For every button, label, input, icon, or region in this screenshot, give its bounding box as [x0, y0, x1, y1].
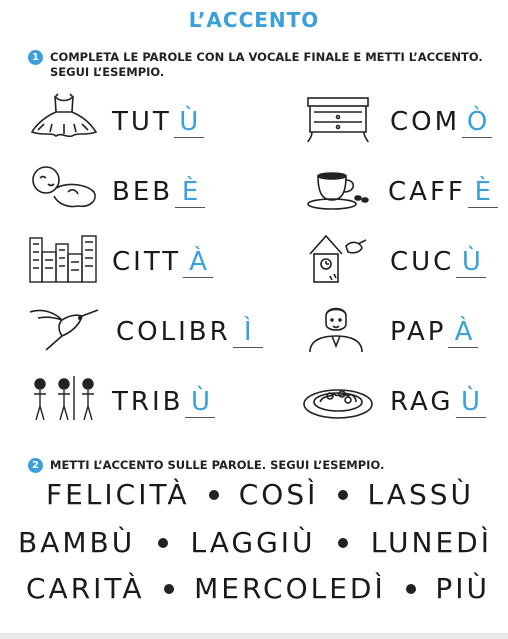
word-item: RAG Ù	[390, 387, 486, 418]
accent-word: CARITÀ	[26, 572, 145, 605]
answer-blank[interactable]: Ù	[174, 107, 204, 138]
accent-word: MERCOLEDÌ	[194, 572, 386, 605]
exercise-1-instruction: 1 COMPLETA LE PAROLE CON LA VOCALE FINALE E METTI L’ACCENTO. SEGUI L’ESEMPIO.	[30, 50, 490, 80]
tribe-icon	[28, 372, 100, 424]
word-item: PAP À	[390, 317, 478, 348]
bullet-separator	[158, 538, 168, 548]
word-item: CUC Ù	[390, 247, 486, 278]
accent-word: LAGGIÙ	[190, 526, 316, 559]
word-item: CITT À	[112, 247, 213, 278]
coffee-cup-icon	[302, 162, 374, 214]
accent-word: LASSÙ	[367, 478, 474, 511]
accent-word: BAMBÙ	[18, 526, 136, 559]
dad-icon	[302, 302, 374, 354]
city-icon	[28, 232, 100, 284]
cuckoo-clock-icon	[302, 232, 374, 284]
bullet-separator	[164, 584, 174, 594]
tutu-icon	[28, 92, 100, 144]
answer-blank[interactable]: À	[183, 247, 213, 278]
answer-blank[interactable]: Ù	[185, 387, 215, 418]
bullet-separator	[338, 538, 348, 548]
baby-icon	[28, 162, 100, 214]
exercise-number-badge: 1	[28, 50, 43, 65]
bullet-separator	[406, 584, 416, 594]
dresser-icon	[302, 92, 374, 144]
word-item: COLIBR Ì	[116, 317, 263, 348]
answer-blank[interactable]: Ù	[456, 387, 486, 418]
accent-word-row	[18, 526, 492, 559]
page-bottom-band	[0, 633, 508, 639]
exercise-2-instruction: 2 METTI L’ACCENTO SULLE PAROLE. SEGUI L’ESEMPIO.	[30, 458, 490, 473]
page-title: L’ACCENTO	[188, 8, 320, 32]
answer-blank[interactable]: Ù	[456, 247, 486, 278]
bullet-separator	[209, 490, 219, 500]
answer-blank[interactable]: À	[448, 317, 478, 348]
accent-word-row	[46, 478, 474, 511]
answer-blank[interactable]: Ò	[462, 107, 492, 138]
word-item: COM Ò	[390, 107, 492, 138]
accent-word: COSÌ	[238, 478, 319, 511]
hummingbird-icon	[28, 302, 100, 354]
accent-word: PIÙ	[435, 572, 490, 605]
word-item: TUT Ù	[112, 107, 204, 138]
answer-blank[interactable]: È	[468, 177, 498, 208]
accent-word-row	[26, 572, 490, 605]
answer-blank[interactable]: È	[175, 177, 205, 208]
pasta-plate-icon	[302, 372, 374, 424]
exercise-number-badge: 2	[28, 458, 43, 473]
word-item: CAFF È	[388, 177, 498, 208]
answer-blank[interactable]: Ì	[233, 317, 263, 348]
word-item: BEB È	[112, 177, 205, 208]
accent-word: LUNEDÌ	[370, 526, 492, 559]
word-item: TRIB Ù	[112, 387, 215, 418]
bullet-separator	[338, 490, 348, 500]
accent-word: FELICITÀ	[46, 478, 190, 511]
